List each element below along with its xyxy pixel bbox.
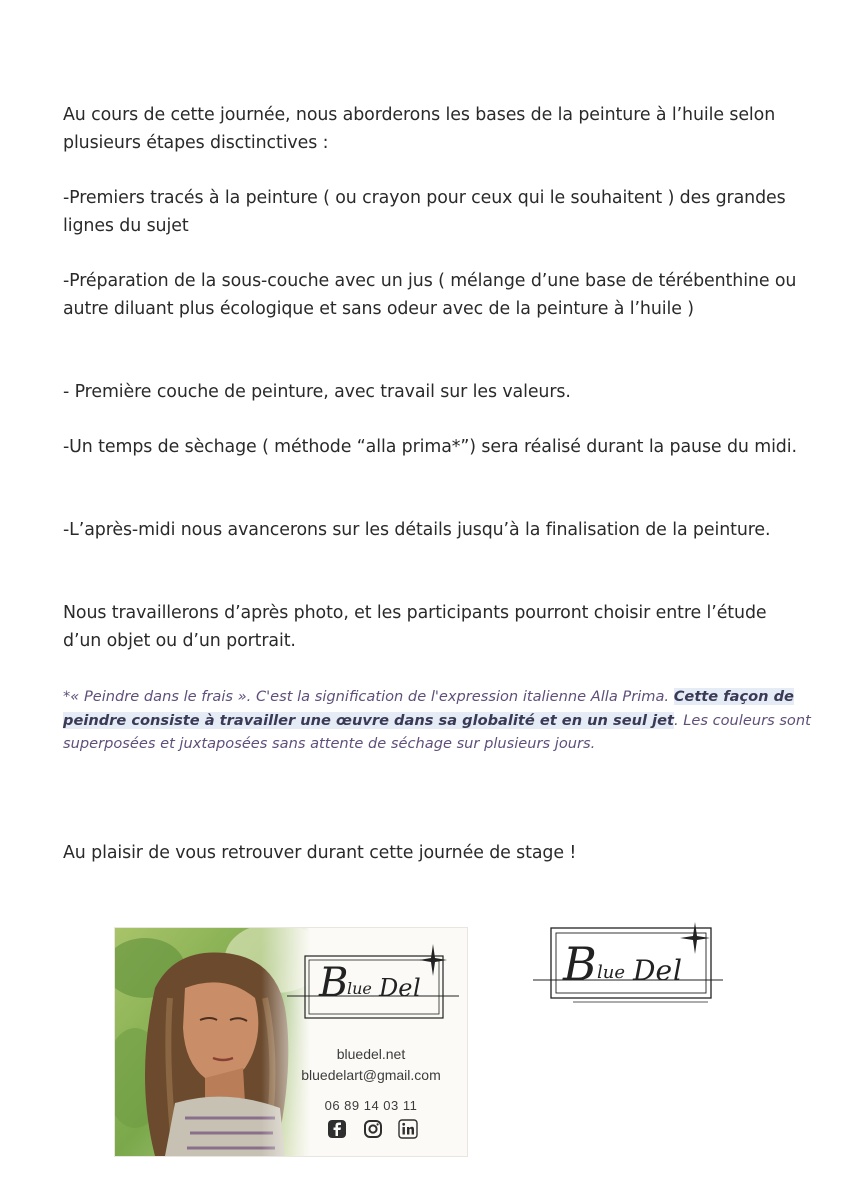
svg-text:De: De	[633, 954, 673, 987]
footnote-text-start: *« Peindre dans le frais ». C'est la signification de l'expression italienne Alla Prima.	[63, 688, 674, 705]
footnote-text-end: . Les couleurs sont superposées et juxtaposées sans attente de séchage sur plusieurs jours.	[63, 711, 811, 752]
step-paragraph-drying: -Un temps de sèchage ( méthode “alla prima*”) sera réalisé durant la pause du midi.	[63, 437, 797, 457]
svg-text:l: l	[413, 974, 421, 1002]
bluedel-signature-logo	[533, 920, 723, 1012]
card-website[interactable]: bluedel.net	[336, 1046, 406, 1062]
footnote-highlight: Cette façon de peindre consiste à travailler une œuvre dans sa globalité et en un seul jet	[63, 688, 794, 729]
photo-paragraph: Nous travaillerons d’après photo, et les participants pourront choisir entre l’étude d’un objet ou d’un portrait.	[63, 603, 767, 651]
intro-paragraph: Au cours de cette journée, nous aborderons les bases de la peinture à l’huile selon plusieurs étapes disctinctives :	[63, 105, 776, 153]
svg-text:De: De	[379, 974, 413, 1002]
svg-text:lue: lue	[597, 962, 626, 983]
card-email[interactable]: bluedelart@gmail.com	[301, 1067, 441, 1083]
business-card	[115, 928, 467, 1156]
linkedin-icon[interactable]	[398, 1119, 418, 1139]
svg-text:l: l	[673, 954, 682, 987]
step-paragraph-afternoon: -L’après-midi nous avancerons sur les détails jusqu’à la finalisation de la peinture.	[63, 520, 771, 540]
footnote-alla-prima	[63, 685, 813, 756]
instagram-icon[interactable]	[363, 1119, 383, 1139]
step-paragraph-first-coat: - Première couche de peinture, avec travail sur les valeurs.	[63, 382, 571, 402]
svg-text:B: B	[319, 960, 349, 1006]
closing-paragraph: Au plaisir de vous retrouver durant cette journée de stage !	[63, 843, 577, 863]
portrait-illustration	[115, 928, 310, 1156]
card-phone: 06 89 14 03 11	[324, 1098, 418, 1113]
step-paragraph-underlayer: -Préparation de la sous-couche avec un jus ( mélange d’une base de térébenthine ou autre diluant plus écologique et sans odeur avec de la peinture à l’huile )	[63, 271, 797, 319]
step-paragraph-sketch: -Premiers tracés à la peinture ( ou crayon pour ceux qui le souhaitent ) des grandes lignes du sujet	[63, 188, 786, 236]
facebook-icon[interactable]	[327, 1119, 347, 1139]
svg-text:B: B	[563, 937, 597, 991]
card-bluedel-logo	[287, 938, 459, 1028]
svg-text:lue: lue	[347, 979, 372, 998]
